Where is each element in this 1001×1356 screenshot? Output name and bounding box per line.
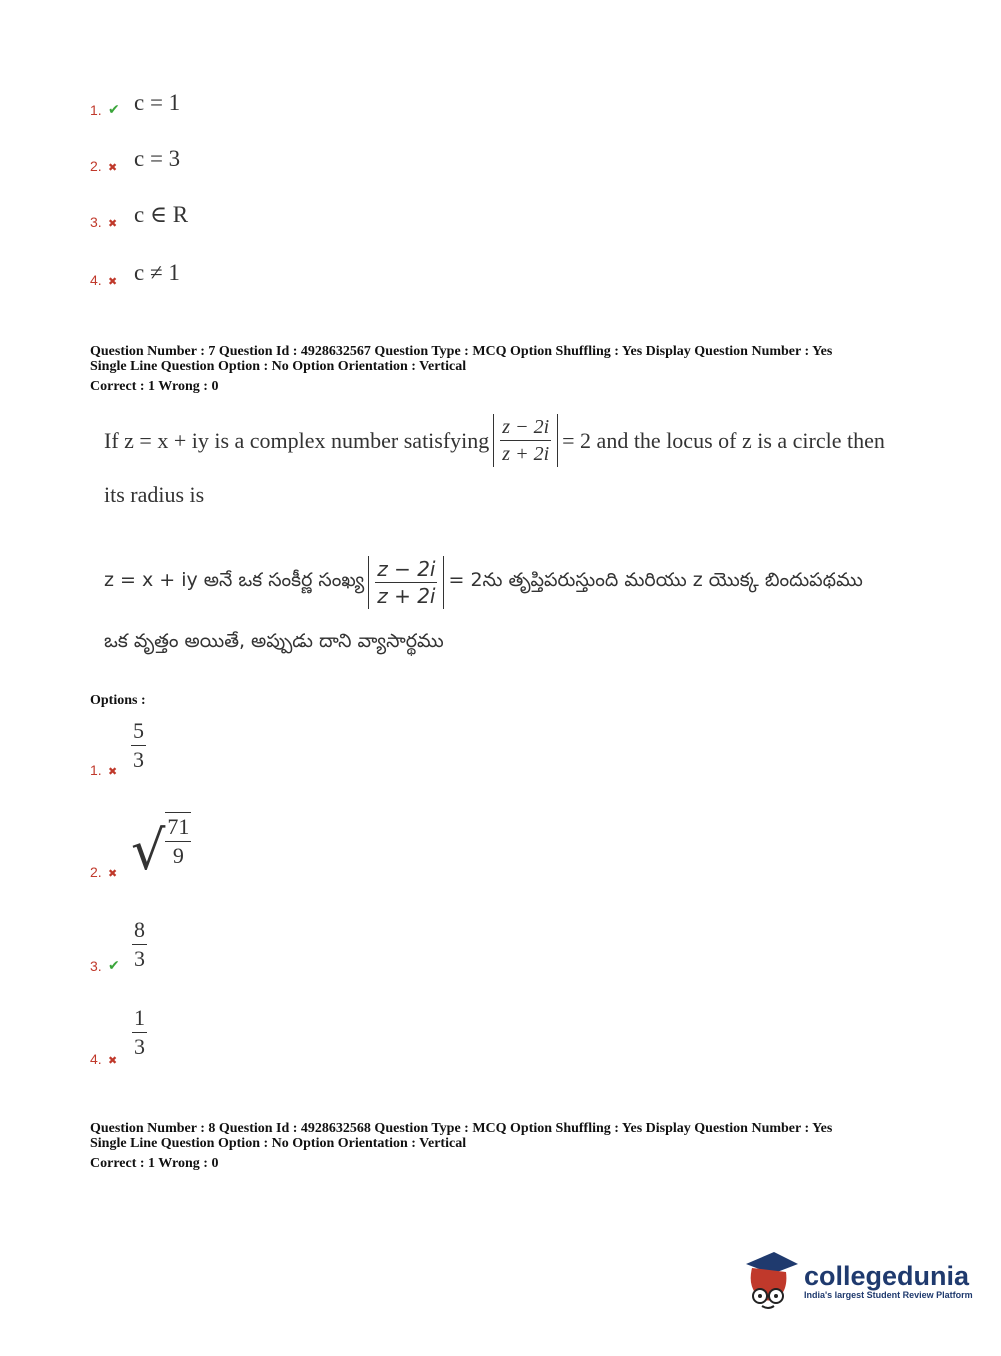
option-text: c = 3 [134,146,181,171]
wrong-cross-icon: ✖ [108,275,118,288]
question-8-meta-line3: Correct : 1 Wrong : 0 [90,1156,219,1171]
fraction-numerator: 71 [165,813,191,842]
q7-option-1 [90,762,128,778]
question-8-meta-line2: Single Line Question Option : No Option Orientation : Vertical [90,1136,467,1151]
option-number: 1. [90,102,102,118]
wrong-cross-icon: ✖ [108,765,118,778]
fraction-numerator: 8 [132,916,147,945]
q7-option-3 [90,958,128,974]
fraction-numerator: 1 [132,1004,147,1033]
telugu-text-pre: z = x + iy అనే ఒక సంకీర్ణ సంఖ్య [104,569,365,591]
fraction-denominator: 9 [172,843,184,868]
question-7-meta-line2: Single Line Question Option : No Option Orientation : Vertical [90,359,467,374]
q7-option-4 [90,1051,128,1067]
wrong-cross-icon: ✖ [108,161,118,174]
question-text-post: = 2 and the locus of z is a circle then [562,427,885,453]
sqrt-radicand [165,812,191,870]
question-7-meta-line3: Correct : 1 Wrong : 0 [90,379,219,394]
fraction-denominator: 3 [133,747,144,772]
telugu-text-line2: ఒక వృత్తం అయితే, అప్పుడు దాని వ్యాసార్థము [104,630,444,652]
prev-option-4 [90,262,180,288]
prev-option-2 [90,148,180,174]
q7-option-1-fraction [131,717,146,774]
question-text-pre: If z = x + iy is a complex number satisfying [104,427,490,453]
option-number: 3. [90,958,102,974]
option-text: c = 1 [134,90,181,115]
fraction-numerator: 5 [131,717,146,746]
wrong-cross-icon: ✖ [108,217,118,230]
fraction-numerator: z − 2i [500,414,551,441]
question-7-english-line2 [104,482,204,508]
telugu-text-post: = 2ను తృప్తిపరుస్తుంది మరియు z యొక్క బిందుపథము [448,569,863,591]
correct-check-icon: ✔ [108,958,120,974]
prev-option-3 [90,204,188,230]
option-number: 2. [90,864,102,880]
question-7-english-line1 [104,414,885,467]
abs-fraction [368,556,444,609]
brand-tagline: India's largest Student Review Platform [804,1290,973,1300]
fraction-numerator: z − 2i [377,557,436,581]
collegedunia-logo [742,1250,973,1312]
q7-option-2 [90,864,128,880]
q7-option-3-fraction [132,916,147,973]
options-label: Options : [90,693,146,708]
option-number: 2. [90,158,102,174]
wrong-cross-icon: ✖ [108,1054,118,1067]
question-7-telugu-line1 [104,556,863,609]
abs-fraction [493,414,558,467]
question-7-meta-line1: Question Number : 7 Question Id : 4928632567 Question Type : MCQ Option Shuffling : Yes Display Question Number : Yes [90,344,833,359]
correct-check-icon: ✔ [108,102,120,118]
prev-option-1 [90,92,180,118]
option-number: 3. [90,214,102,230]
fraction-denominator: 3 [134,1034,145,1059]
q7-option-4-fraction [132,1004,147,1061]
question-8-meta-line1: Question Number : 8 Question Id : 4928632568 Question Type : MCQ Option Shuffling : Yes Display Question Number : Yes [90,1121,833,1136]
option-text: c ≠ 1 [134,260,180,285]
fraction-denominator: z + 2i [377,584,436,608]
fraction-denominator: z + 2i [502,443,550,465]
square-root-icon: √ [131,819,166,882]
option-number: 4. [90,272,102,288]
option-number: 1. [90,762,102,778]
mascot-icon [742,1250,800,1312]
fraction-denominator: 3 [134,946,145,971]
option-number: 4. [90,1051,102,1067]
brand-name: collegedunia [804,1261,970,1291]
option-text: c ∈ R [134,202,189,227]
question-text-line2: its radius is [104,482,205,507]
wrong-cross-icon: ✖ [108,867,118,880]
q7-option-2-sqrt-fraction [131,812,191,882]
question-7-telugu-line2 [104,630,444,657]
